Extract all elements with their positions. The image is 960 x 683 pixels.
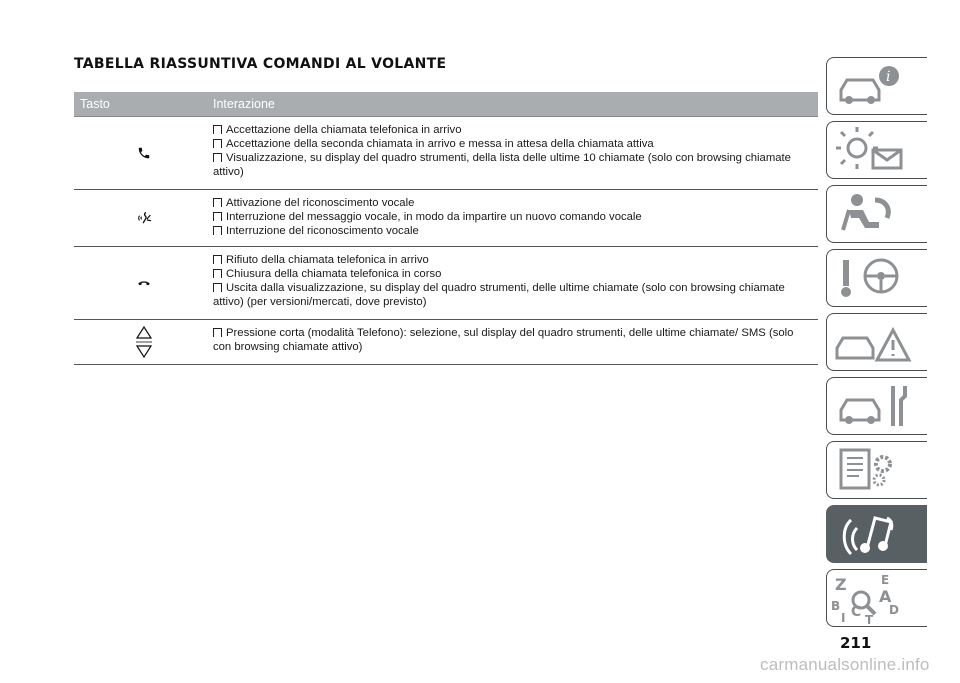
watermark: carmanualsonline.info bbox=[760, 655, 930, 674]
svg-text:T: T bbox=[865, 613, 874, 626]
chapter-tab-specs[interactable] bbox=[826, 441, 927, 499]
header-interazione: Interazione bbox=[213, 97, 275, 111]
row-text: Uscita dalla visualizzazione, su display del quadro strumenti, delle ultime chiamate (solo con browsing chiamate attivo) (per versioni/mercati, dove previsto) bbox=[213, 282, 785, 308]
chapter-tab-multimedia[interactable] bbox=[826, 505, 927, 563]
chapter-tab-index[interactable] bbox=[826, 569, 927, 627]
chapter-tab-safety[interactable] bbox=[826, 185, 927, 243]
bullet-icon bbox=[213, 255, 222, 264]
row-text: Attivazione del riconoscimento vocale bbox=[226, 197, 415, 209]
svg-text:i: i bbox=[886, 69, 891, 85]
bullet-icon bbox=[213, 226, 222, 235]
chapter-tab-starting[interactable] bbox=[826, 249, 927, 307]
bullet-icon bbox=[213, 139, 222, 148]
row-text: Interruzione del riconoscimento vocale bbox=[226, 225, 419, 237]
phone-icon bbox=[137, 146, 151, 160]
multimedia-music-icon bbox=[827, 506, 927, 562]
row-text: Accettazione della chiamata telefonica in arrivo bbox=[226, 124, 462, 136]
row-text: Pressione corta (modalità Telefono): selezione, sul display del quadro strumenti, delle ultime chiamate/ SMS (solo con browsing chiamate attivo) bbox=[213, 327, 794, 353]
car-warning-triangle-icon bbox=[827, 314, 927, 370]
page-number: 211 bbox=[840, 634, 872, 652]
voice-command-icon bbox=[136, 210, 152, 226]
svg-text:C: C bbox=[851, 604, 862, 620]
chapter-tab-car-info[interactable] bbox=[826, 57, 927, 115]
svg-text:E: E bbox=[881, 573, 890, 587]
svg-text:Z: Z bbox=[835, 575, 847, 594]
hang-up-icon bbox=[137, 278, 151, 288]
svg-text:B: B bbox=[831, 599, 841, 613]
car-info-icon bbox=[827, 58, 927, 114]
up-down-arrows-icon bbox=[135, 325, 153, 359]
bullet-icon bbox=[213, 283, 222, 292]
bullet-icon bbox=[213, 153, 222, 162]
car-service-wrench-icon bbox=[827, 378, 927, 434]
warning-lights-message-icon bbox=[827, 122, 927, 178]
table-row bbox=[74, 247, 818, 320]
chapter-tab-warning-lights[interactable] bbox=[826, 121, 927, 179]
row-text: Rifiuto della chiamata telefonica in arrivo bbox=[226, 254, 429, 266]
header-tasto: Tasto bbox=[80, 97, 110, 111]
chapter-tabs bbox=[826, 57, 928, 633]
steering-key-icon bbox=[827, 250, 927, 306]
bullet-icon bbox=[213, 125, 222, 134]
svg-text:I: I bbox=[841, 611, 846, 625]
bullet-icon bbox=[213, 198, 222, 207]
bullet-icon bbox=[213, 328, 222, 337]
row-text: Visualizzazione, su display del quadro strumenti, della lista delle ultime 10 chiamate (solo con browsing chiamate attivo) bbox=[213, 152, 791, 178]
airbag-seat-icon bbox=[827, 186, 927, 242]
index-letters-icon bbox=[827, 570, 927, 626]
row-text: Chiusura della chiamata telefonica in corso bbox=[226, 268, 442, 280]
bullet-icon bbox=[213, 269, 222, 278]
row-text: Accettazione della seconda chiamata in arrivo e messa in attesa della chiamata attiva bbox=[226, 138, 654, 150]
specs-gears-icon bbox=[827, 442, 927, 498]
table-row bbox=[74, 117, 818, 190]
chapter-tab-maintenance[interactable] bbox=[826, 377, 927, 435]
table-row bbox=[74, 320, 818, 365]
svg-text:A: A bbox=[879, 587, 892, 606]
page-title: TABELLA RIASSUNTIVA COMANDI AL VOLANTE bbox=[74, 56, 447, 72]
row-text: Interruzione del messaggio vocale, in modo da impartire un nuovo comando vocale bbox=[226, 211, 642, 223]
table-header bbox=[74, 92, 818, 117]
chapter-tab-emergency[interactable] bbox=[826, 313, 927, 371]
table-row bbox=[74, 190, 818, 247]
bullet-icon bbox=[213, 212, 222, 221]
commands-table bbox=[74, 92, 818, 365]
svg-text:D: D bbox=[889, 603, 899, 617]
